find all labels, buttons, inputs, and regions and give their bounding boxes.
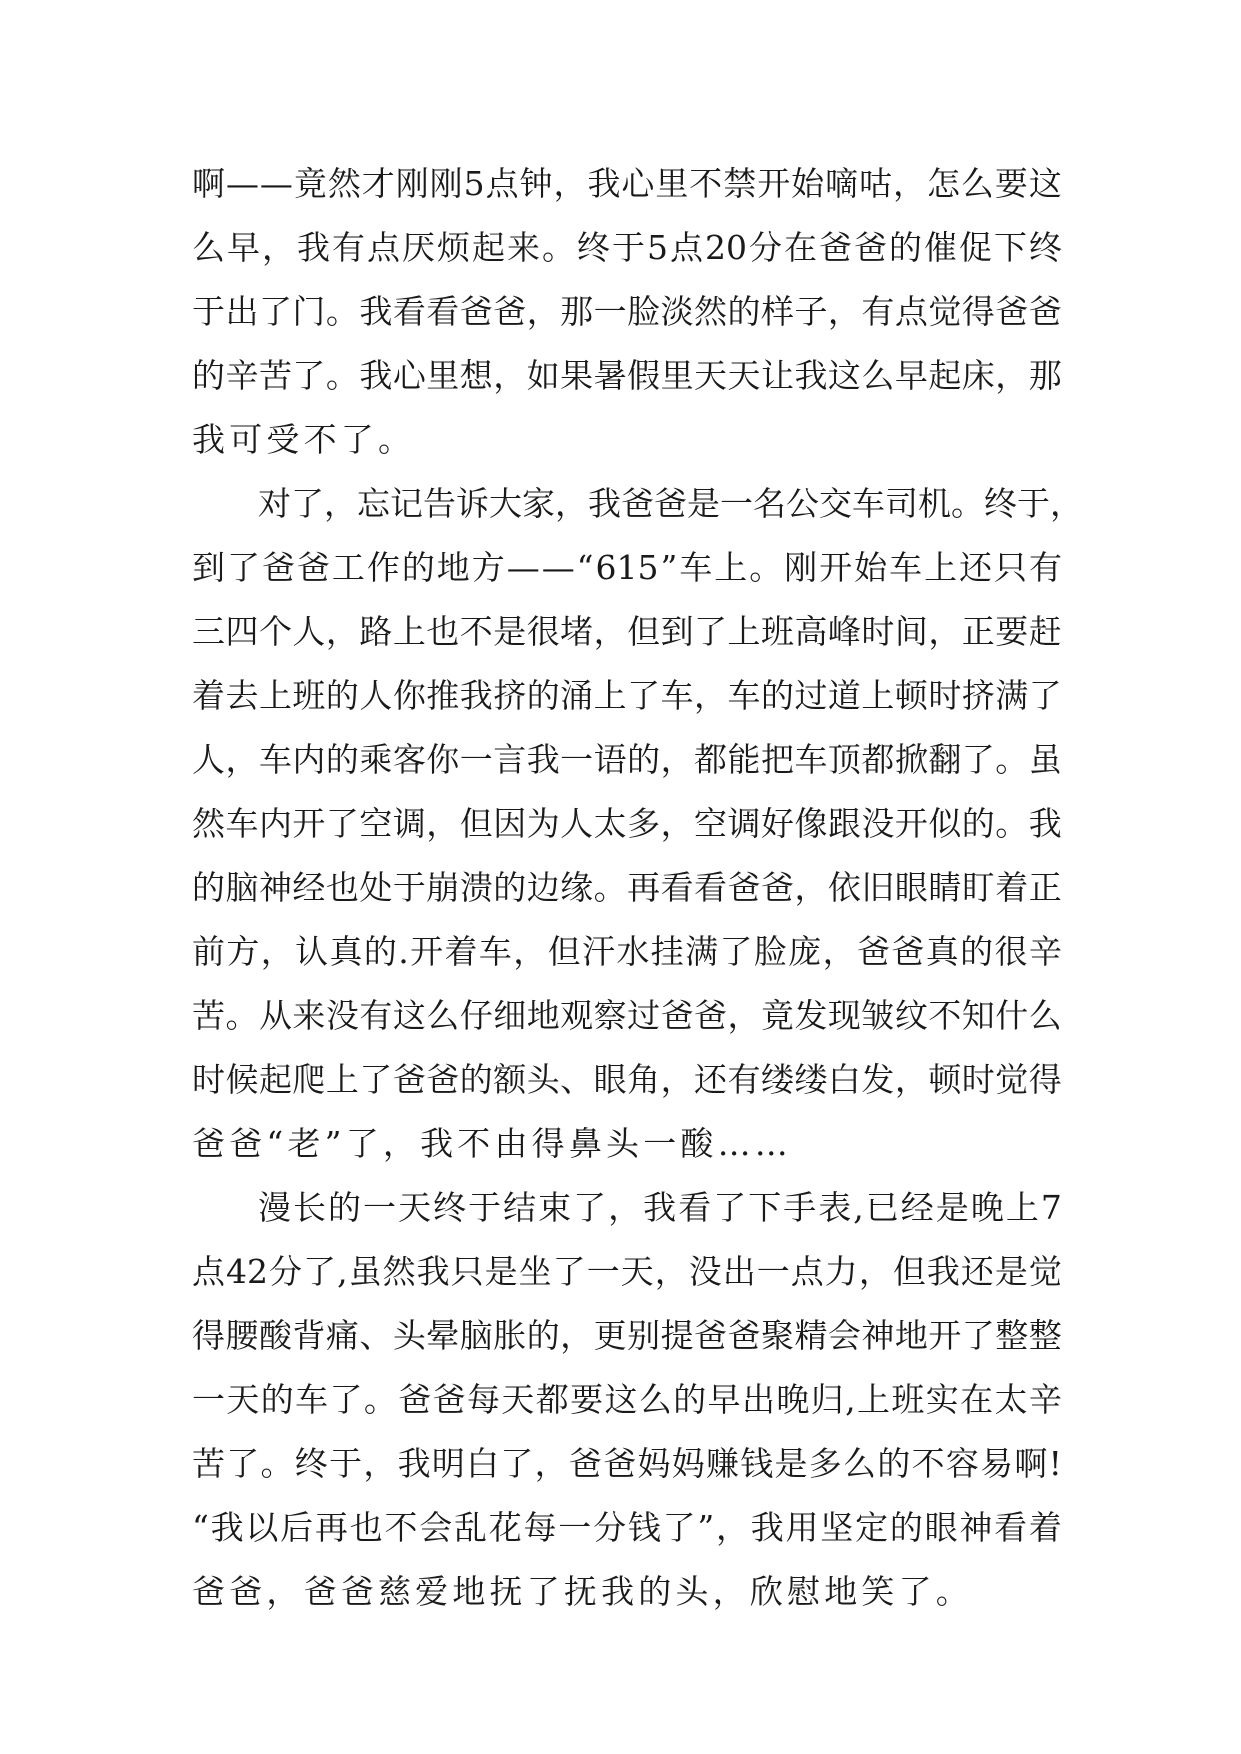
text-line: 然 车 内 开 了 空 调 ， 但 因 为 人 太 多 ， 空 调 好 像 跟 没 开 似 的 。 我 (192, 804, 1062, 843)
text-line: 对 了 ， 忘 记 告 诉 大 家 ， 我 爸 爸 是 一 名 公 交 车 司 机 。 终 于 ， (258, 484, 1083, 523)
text-line: 啊 — — 竟 然 才 刚 刚 5 点 钟 ， 我 心 里 不 禁 开 始 嘀 咕 ， 怎 么 要 这 (192, 164, 1062, 203)
text-line: 么 早 ， 我 有 点 厌 烦 起 来 。 终 于 5 点 20 分 在 爸 爸 的 催 促 下 终 (192, 228, 1062, 267)
text-line: 着 去 上 班 的 人 你 推 我 挤 的 涌 上 了 车 ， 车 的 过 道 上 顿 时 挤 满 了 (192, 676, 1062, 715)
text-line: 的 脑 神 经 也 处 于 崩 溃 的 边 缘 。 再 看 看 爸 爸 ， 依 旧 眼 睛 盯 着 正 (192, 868, 1062, 907)
text-line: 爸 爸 “ 老 ” 了 ， 我 不 由 得 鼻 头 一 酸 … … (192, 1124, 788, 1163)
text-line: 我 可 受 不 了 。 (192, 420, 411, 459)
text-line: 到 了 爸 爸 工 作 的 地 方 — — “ 615 ” 车 上 。 刚 开 始 车 上 还 只 有 (192, 548, 1062, 587)
text-line: 一 天 的 车 了 。 爸 爸 每 天 都 要 这 么 的 早 出 晚 归 , 上 班 实 在 太 辛 (192, 1380, 1062, 1419)
text-line: 点 42 分 了 , 虽 然 我 只 是 坐 了 一 天 ， 没 出 一 点 力 ， 但 我 还 是 觉 (192, 1252, 1062, 1291)
paragraph (192, 1182, 1062, 1630)
text-line: 苦 了 。 终 于 ， 我 明 白 了 ， 爸 爸 妈 妈 赚 钱 是 多 么 的 不 容 易 啊 ! (192, 1444, 1062, 1483)
text-line: 时 候 起 爬 上 了 爸 爸 的 额 头 、 眼 角 ， 还 有 缕 缕 白 发 ， 顿 时 觉 得 (192, 1060, 1062, 1099)
document-body (192, 158, 1083, 1630)
text-line: 得 腰 酸 背 痛 、 头 晕 脑 胀 的 ， 更 别 提 爸 爸 聚 精 会 神 地 开 了 整 整 (192, 1316, 1062, 1355)
paragraph (192, 478, 1083, 1182)
text-line: 三 四 个 人 ， 路 上 也 不 是 很 堵 ， 但 到 了 上 班 高 峰 时 间 ， 正 要 赶 (192, 612, 1062, 651)
text-line: 爸 爸 ， 爸 爸 慈 爱 地 抚 了 抚 我 的 头 ， 欣 慰 地 笑 了 。 (192, 1572, 969, 1611)
text-line: 于 出 了 门 。 我 看 看 爸 爸 ， 那 一 脸 淡 然 的 样 子 ， 有 点 觉 得 爸 爸 (192, 292, 1062, 331)
text-line: 漫 长 的 一 天 终 于 结 束 了 ， 我 看 了 下 手 表 , 已 经 是 晚 上 7 (258, 1188, 1062, 1227)
text-line: 苦 。 从 来 没 有 这 么 仔 细 地 观 察 过 爸 爸 ， 竟 发 现 皱 纹 不 知 什 么 (192, 996, 1062, 1035)
text-line: “ 我 以 后 再 也 不 会 乱 花 每 一 分 钱 了 ” ， 我 用 坚 定 的 眼 神 看 着 (192, 1508, 1062, 1547)
text-line: 前 方 ， 认 真 的 . 开 着 车 ， 但 汗 水 挂 满 了 脸 庞 ， 爸 爸 真 的 很 辛 (192, 932, 1062, 971)
text-line: 的 辛 苦 了 。 我 心 里 想 ， 如 果 暑 假 里 天 天 让 我 这 么 早 起 床 ， 那 (192, 356, 1062, 395)
paragraph (192, 158, 1062, 478)
text-line: 人 ， 车 内 的 乘 客 你 一 言 我 一 语 的 ， 都 能 把 车 顶 都 掀 翻 了 。 虽 (192, 740, 1062, 779)
